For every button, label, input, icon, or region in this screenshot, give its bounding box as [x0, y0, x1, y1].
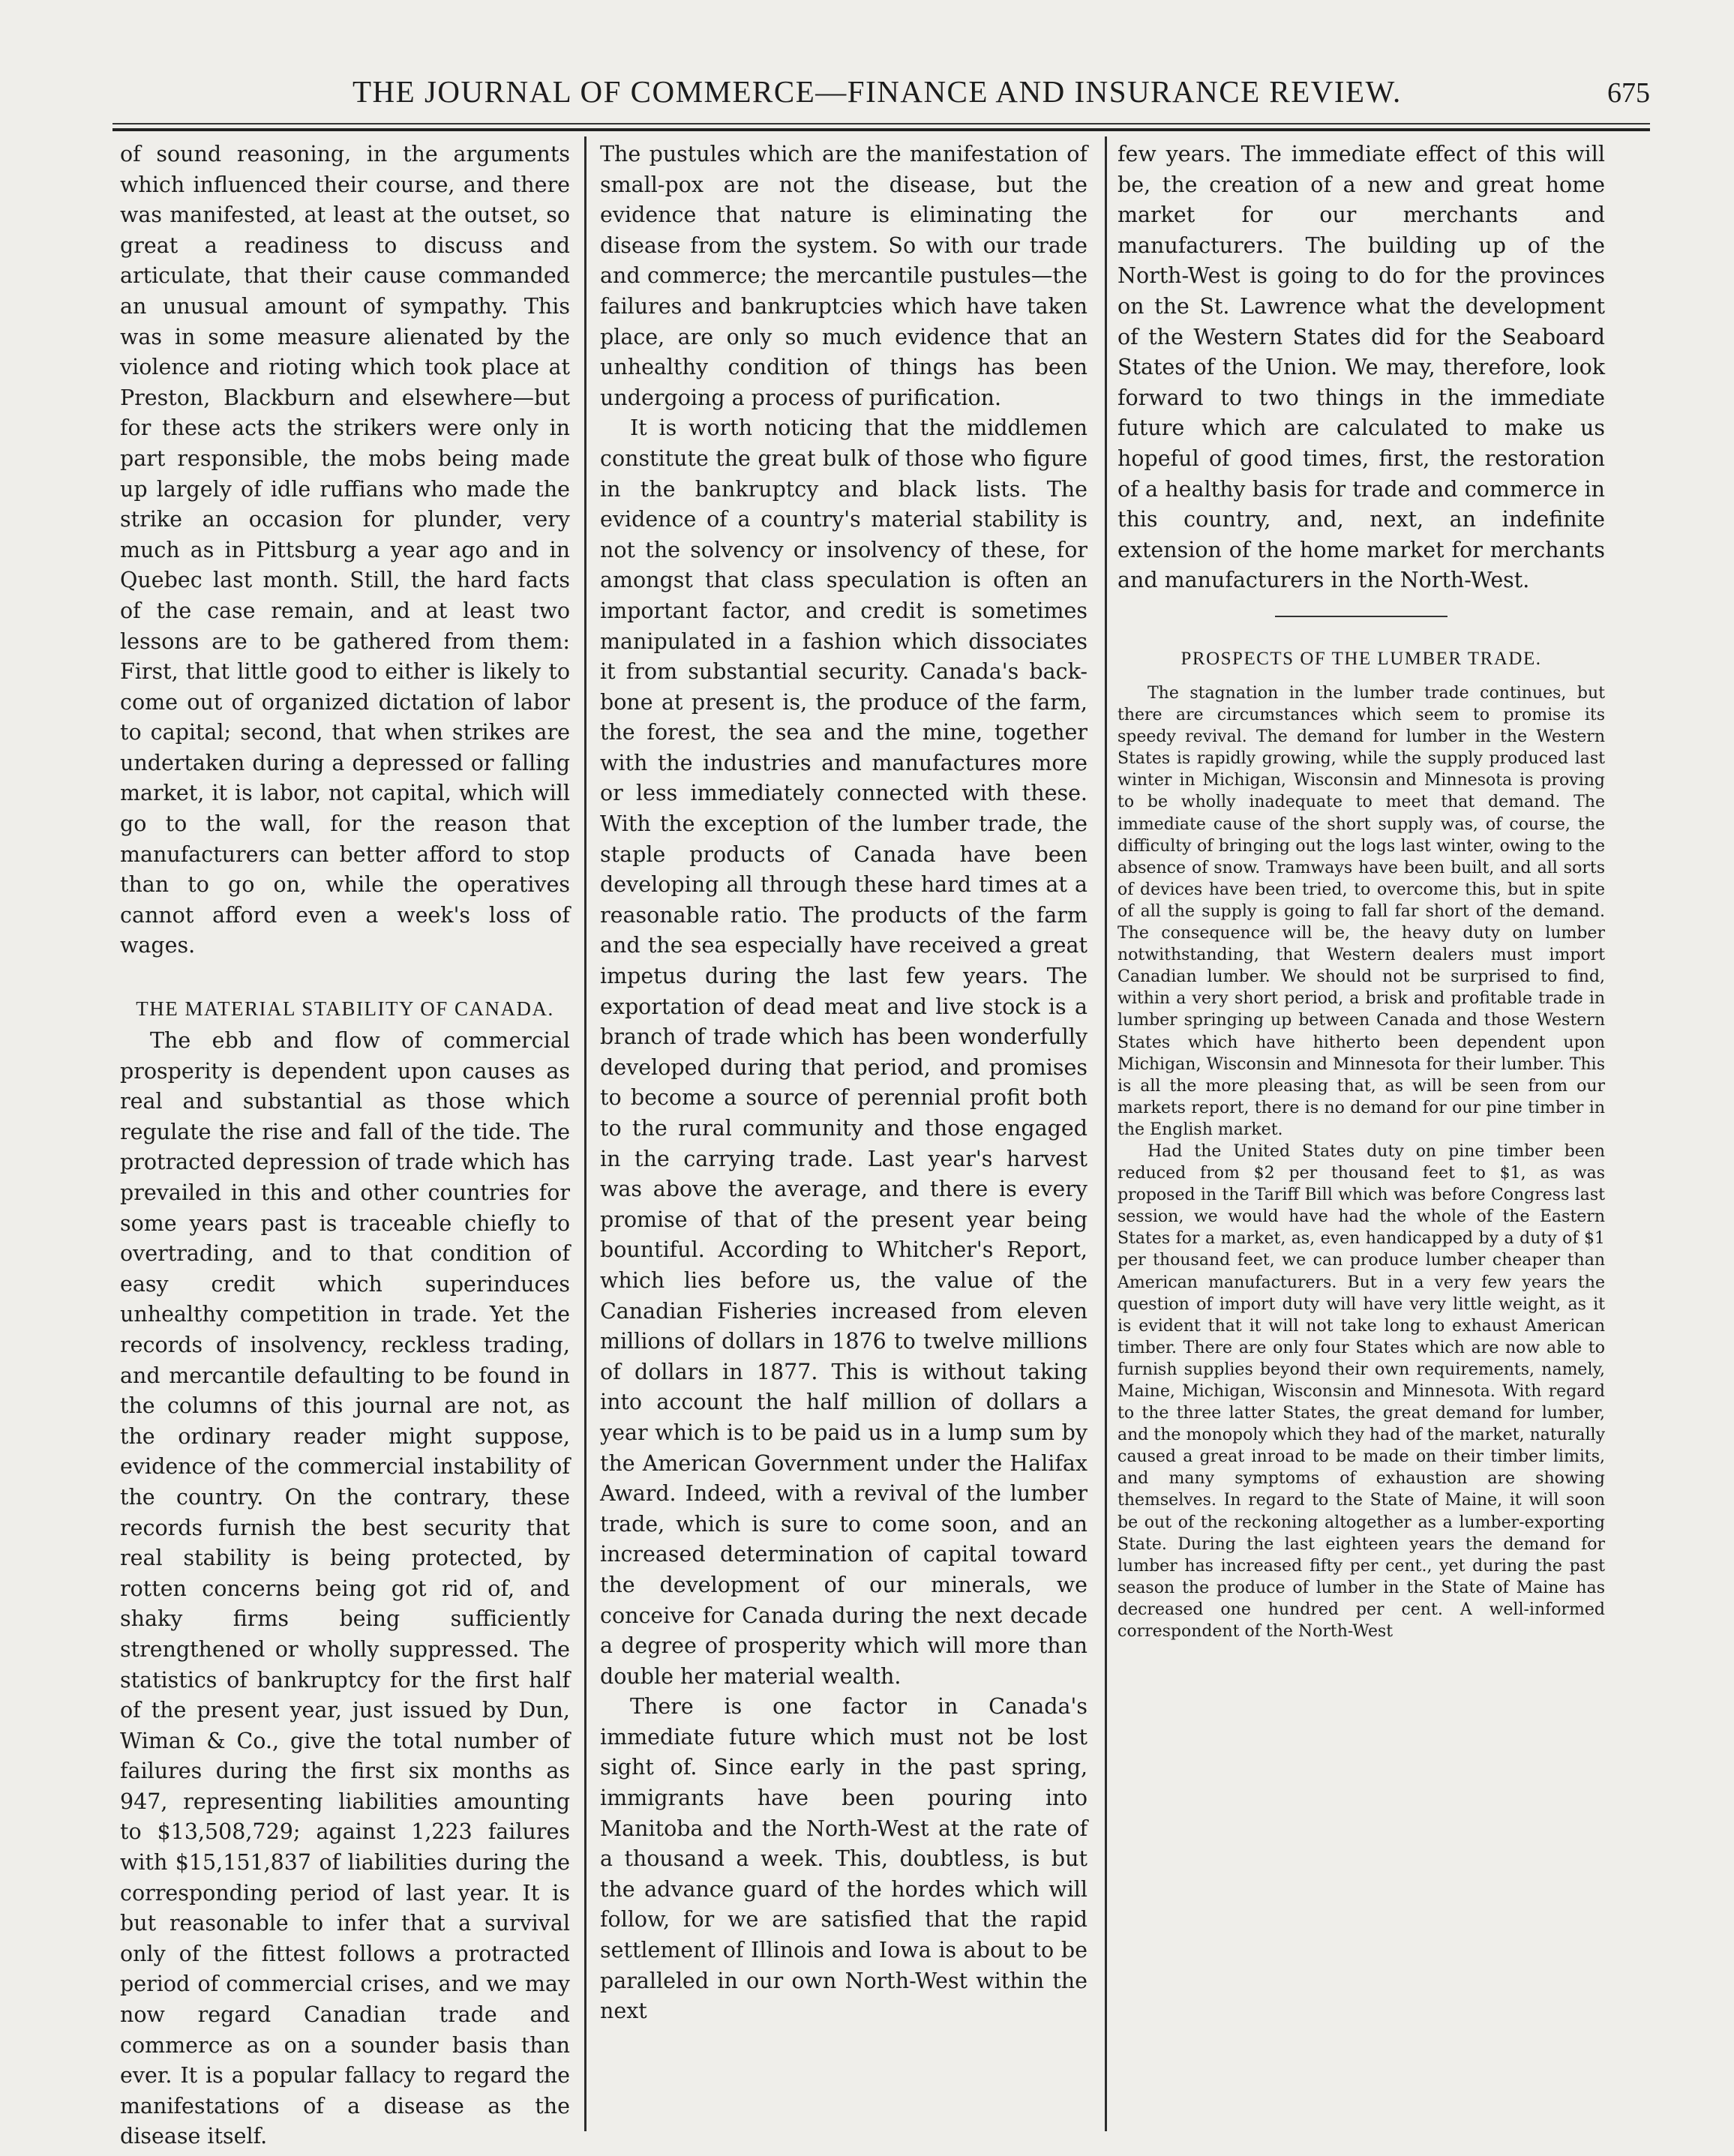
- header-rule-thick: [112, 128, 1650, 131]
- column-1: [120, 139, 570, 2149]
- column-divider-1: [584, 136, 586, 2131]
- col2-paragraph-immigration: There is one factor in Canada's immediate future which must not be lost sight of. Since early in the past spring, immigrants have been pouring into Manitoba and the North-West at the rate of a thousand a week. This, doubtless, is but the advance guard of the hordes which will follow, for we are satisfied that the rapid settlement of Illinois and Iowa is about to be paralleled in our own North-West within the next: [600, 1694, 1088, 2024]
- header-rule-thin: [112, 123, 1650, 124]
- column-3-lumber: [1118, 645, 1605, 2130]
- col1-paragraph-continued: of sound reasoning, in the arguments which influenced their course, and there was manifested, at least at the outset, so great a readiness to discuss and articulate, that their cause commanded an unusual amount of sympathy. This was in some measure alienated by the violence and rioting which took place at Preston, Blackburn and elsewhere—but for these acts the strikers were only in part responsible, the mobs being made up largely of idle ruffians who made the strike an occasion for plunder, very much as in Pittsburg a year ago and in Quebec last month. Still, the hard facts of the case remain, and at least two lessons are to be gathered from them: First, that little good to either is likely to come out of organized dictation of labor to capital; second, that when strikes are undertaken during a depressed or falling market, it is labor, not capital, which will go to the wall, for the reason that manufacturers can better afford to stop than to go on, while the operatives cannot afford even a week's loss of wages.: [120, 142, 570, 958]
- col3-paragraph-stagnation: The stagnation in the lumber trade continues, but there are circumstances which seem to promise its speedy revival. The demand for lumber in the Western States is rapidly growing, while the supply produced last winter in Michigan, Wisconsin and Minnesota is proving to be wholly inadequate to meet that demand. The immediate cause of the short supply was, of course, the difficulty of bringing out the logs last winter, owing to the absence of snow. Tramways have been built, and all sorts of devices have been tried, to overcome this, but in spite of all the supply is going to fall far short of the demand. The consequence will be, the heavy duty on lumber notwithstanding, that Western dealers must import Canadian lumber. We should not be surprised to find, within a very short period, a brisk and profitable trade in lumber springing up between Canada and those Western States which have hitherto been dependent upon Michigan, Wisconsin and Minnesota for their lumber. This is all the more pleasing that, as will be seen from our markets report, there is no demand for our pine timber in the English market.: [1118, 684, 1605, 1139]
- col3-paragraph-north-west: few years. The immediate effect of this will be, the creation of a new and great home market for our merchants and manufacturers. The building up of the North-West is going to do for the provinces on the St. Lawrence what the development of the Western States did for the Seaboard States of the Union. We may, therefore, look forward to two things in the immediate future which are calculated to make us hopeful of good times, first, the restoration of a healthy basis for trade and commerce in this country, and, next, an indefinite extension of the home market for merchants and manufacturers in the North-West.: [1118, 142, 1605, 593]
- col3-paragraph-duty: Had the United States duty on pine timber been reduced from $2 per thousand feet to $1, as was proposed in the Tariff Bill which was before Congress last session, we would have had the whole of the Eastern States for a market, as, even handicapped by a duty of $1 per thousand feet, we can produce lumber cheaper than American manufacturers. But in a very few years the question of import duty will have very little weight, as it is evident that it will not take long to exhaust American timber. There are only four States which are now able to furnish supplies beyond their own requirements, namely, Maine, Michigan, Wisconsin and Minnesota. With regard to the three latter States, the great demand for lumber, and the monopoly which they had of the market, naturally caused a great inroad to be made on their timber limits, and many symptoms of exhaustion are showing themselves. In regard to the State of Maine, it will soon be out of the reckoning altogether as a lumber-exporting State. During the last eighteen years the demand for lumber has increased fifty per cent., yet during the past season the produce of lumber in the State of Maine has decreased one hundred per cent. A well-informed correspondent of the North-West: [1118, 1141, 1605, 1642]
- running-head: THE JOURNAL OF COMMERCE—FINANCE AND INSURANCE REVIEW.: [352, 74, 1402, 109]
- col2-paragraph-middlemen: It is worth noticing that the middlemen constitute the great bulk of those who figure in the bankruptcy and black lists. The evidence of a country's material stability is not the solvency or insolvency of these, for amongst that class speculation is often an important factor, and credit is sometimes manipulated in a fashion which dissociates it from substantial security. Canada's back-bone at present is, the produce of the farm, the forest, the sea and the mine, together with the industries and manufactures more or less immediately connected with these. With the exception of the lumber trade, the staple products of Canada have been developing all through these hard times at a reasonable ratio. The products of the farm and the sea especially have received a great impetus during the last few years. The exportation of dead meat and live stock is a branch of trade which has been wonderfully developed during that period, and promises to become a source of perennial profit both to the rural community and those engaged in the carrying trade. Last year's harvest was above the average, and there is every promise of that of the present year being bountiful. According to Whitcher's Report, which lies before us, the value of the Canadian Fisheries increased from eleven millions of dollars in 1876 to twelve millions of dollars in 1877. This is without taking into account the half million of dollars a year which is to be paid us in a lump sum by the American Government under the Halifax Award. Indeed, with a revival of the lumber trade, which is sure to come soon, and an increased determination of capital toward the development of our minerals, we conceive for Canada during the next decade a degree of prosperity which will more than double her material wealth.: [600, 415, 1088, 1689]
- column-divider-2: [1105, 136, 1107, 2131]
- page-number: 675: [1607, 77, 1650, 109]
- column-3-top: [1118, 139, 1605, 634]
- section-divider-rule: [1275, 616, 1448, 617]
- page-header: [112, 73, 1650, 118]
- column-2: [600, 139, 1088, 2127]
- article-heading-lumber-trade: PROSPECTS OF THE LUMBER TRADE.: [1180, 649, 1542, 669]
- col1-paragraph-material-stability: The ebb and flow of commercial prosperity is dependent upon causes as real and substantial as those which regulate the rise and fall of the tide. The protracted depression of trade which has prevailed in this and other countries for some years past is traceable chiefly to overtrading, and to that condition of easy credit which superinduces unhealthy competition in trade. Yet the records of insolvency, reckless trading, and mercantile defaulting to be found in the columns of this journal are not, as the ordinary reader might suppose, evidence of the commercial instability of the country. On the contrary, these records furnish the best security that real stability is being protected, by rotten concerns being got rid of, and shaky firms being sufficiently strengthened or wholly suppressed. The statistics of bankruptcy for the first half of the present year, just issued by Dun, Wiman & Co., give the total number of failures during the first six months as 947, representing liabilities amounting to $13,508,729; against 1,223 failures with $15,151,837 of liabilities during the corresponding period of last year. It is but reasonable to infer that a survival only of the fittest follows a protracted period of commercial crises, and we may now regard Canadian trade and commerce as on a sounder basis than ever. It is a popular fallacy to regard the manifestations of a disease as the disease itself.: [120, 1028, 570, 2149]
- article-heading-material-stability: THE MATERIAL STABILITY OF CANADA.: [136, 997, 554, 1021]
- col2-paragraph-pustules: The pustules which are the manifestation of small-pox are not the disease, but the evidence that nature is eliminating the disease from the system. So with our trade and commerce; the mercantile pustules—the failures and bankruptcies which have taken place, are only so much evidence that an unhealthy condition of things has been undergoing a process of purification.: [600, 142, 1088, 410]
